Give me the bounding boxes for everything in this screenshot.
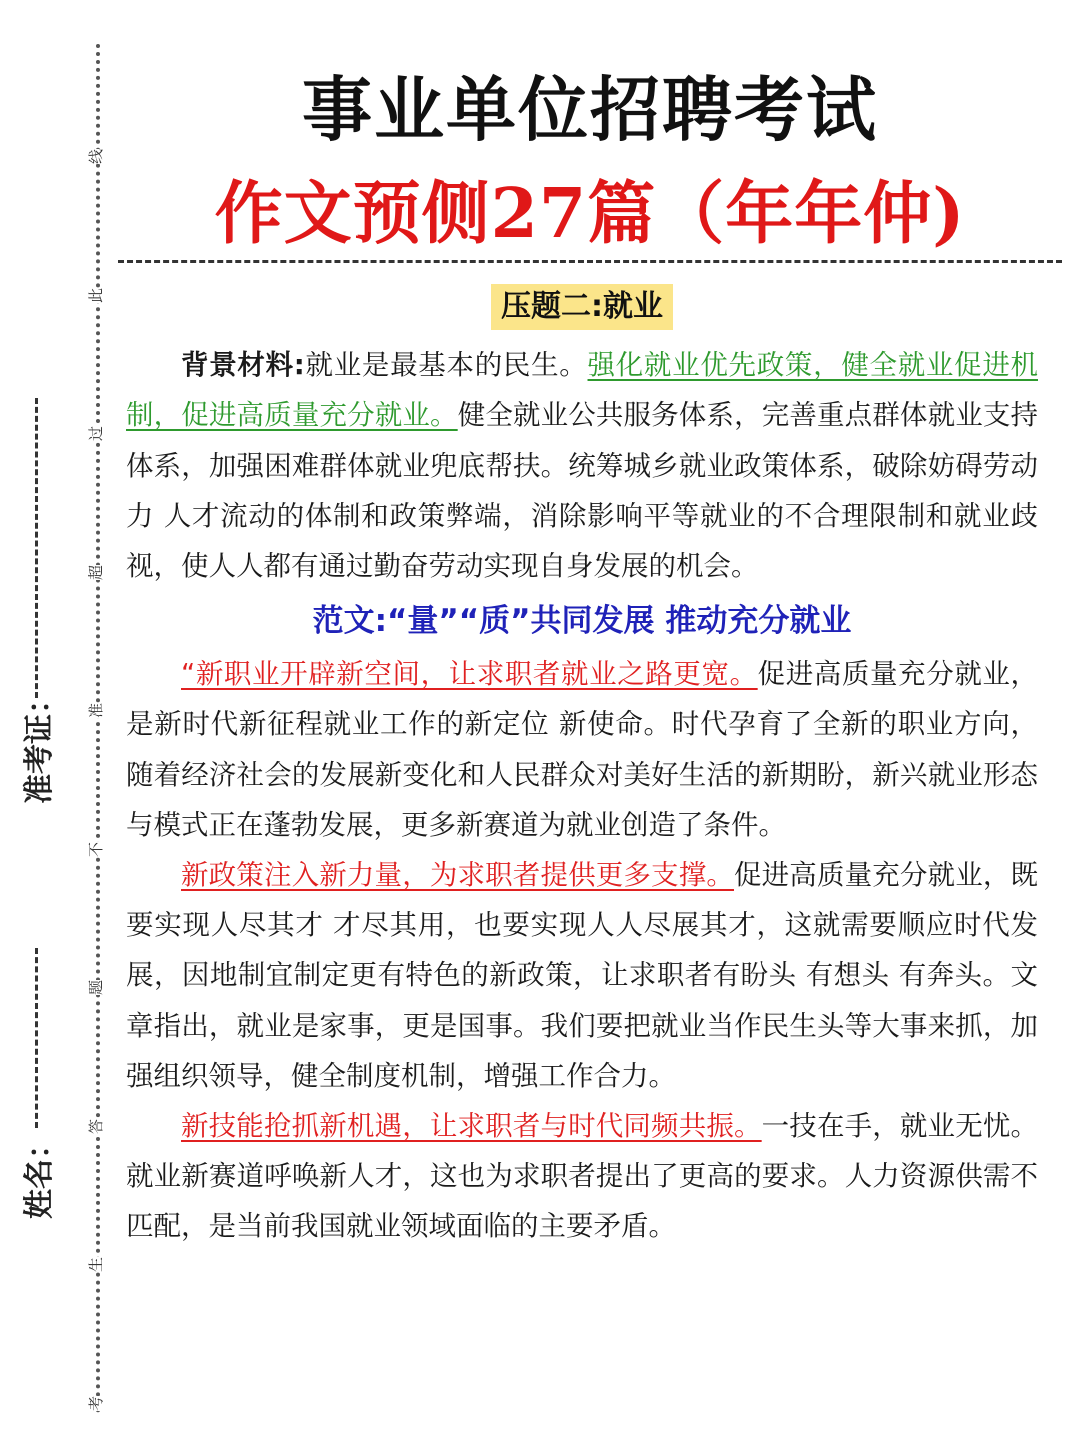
margin-char: 考: [79, 1396, 112, 1411]
background-lead: 就业是最基本的民生。: [304, 349, 588, 382]
essay-key-sentence: “新职业开辟新空间，让求职者就业之路更宽。: [181, 658, 758, 691]
topic-badge: 压题二:就业: [491, 284, 673, 330]
margin-seal-text: [80, 140, 112, 1420]
background-highlight: 强化就业优先政策，健全就业促进机制，促进高质量充分就业。: [126, 349, 1039, 432]
margin-char: 过: [79, 426, 112, 441]
background-paragraph: [126, 340, 1038, 591]
name-label: 姓名：: [22, 1129, 57, 1219]
margin-char: 超: [79, 565, 112, 580]
name-blank-line: [35, 948, 38, 1128]
margin-char: 准: [79, 703, 112, 718]
essay-key-sentence: 新技能抢抓新机遇，让求职者与时代同频共振。: [181, 1110, 762, 1143]
background-body: 健全就业公共服务体系，完善重点群体就业支持体系，加强困难群体就业兜底帮扶。统筹城乡就业政策体系，破除妨碍劳动力 人才流动的体制和政策弊端，消除影响平等就业的不合理限制和就业歧视，使人人都有通过勤奋劳动实现自身发展的机会。: [126, 399, 1038, 583]
background-label: 背景材料:: [181, 349, 305, 382]
margin-char: 生: [79, 1257, 112, 1272]
essay-paragraph-body: 一技在手，就业无忧。就业新赛道呼唤新人才，这也为求职者提出了更高的要求。人力资源供需不匹配，是当前我国就业领域面临的主要矛盾。: [126, 1110, 1039, 1243]
article-body: [126, 282, 1038, 1252]
margin-char: 不: [79, 842, 112, 857]
margin-char: 此: [79, 288, 112, 303]
margin-char: 线: [79, 149, 112, 164]
essay-paragraph: [126, 1101, 1038, 1252]
essay-paragraph: [126, 850, 1038, 1101]
exam-id-blank-line: [35, 398, 38, 698]
essay-paragraph-body: 促进高质量充分就业，是新时代新征程就业工作的新定位 新使命。时代孕育了全新的职业方向，随着经济社会的发展新变化和人民群众对美好生活的新期盼，新兴就业形态与模式正在蓬勃发展，更多新赛道为就业创造了条件。: [126, 658, 1038, 841]
essay-paragraph: [126, 649, 1038, 850]
margin-char: 题: [79, 980, 112, 995]
margin-char: 答: [79, 1119, 112, 1134]
essay-paragraph-body: 促进高质量充分就业，既要实现人尽其才 才尽其用，也要实现人人尽展其才，这就需要顺应时代发展，因地制宜制定更有特色的新政策，让求职者有盼头 有想头 有奔头。文章指出，就业是家事，更是国事。我们要把就业当作民生头等大事来抓，加强组织领导，健全制度机制，增强工作合力。: [126, 859, 1038, 1092]
page-title: 事业单位招聘考试: [302, 68, 878, 151]
essay-title: 范文:“量”“质”共同发展 推动充分就业: [312, 603, 852, 640]
essay-key-sentence: 新政策注入新力量，为求职者提供更多支撑。: [181, 859, 734, 892]
page-subtitle: 作文预侧27篇（年年仲): [214, 174, 966, 254]
topic-row: [126, 282, 1038, 332]
exam-id-field: [12, 300, 60, 804]
name-field: [12, 920, 60, 1220]
exam-id-label: 准考证：: [22, 684, 57, 804]
header-divider: [118, 260, 1062, 263]
